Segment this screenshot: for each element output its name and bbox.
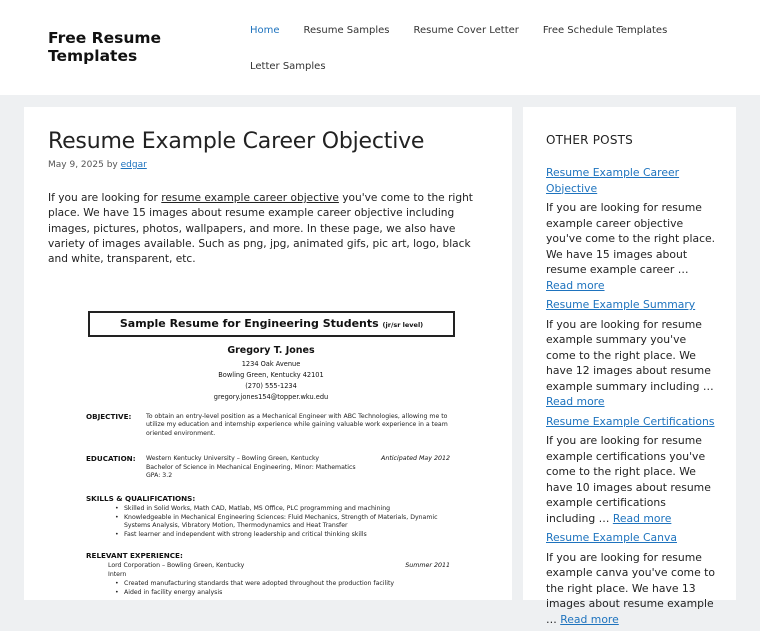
post-link[interactable]: Resume Example Career Objective	[546, 166, 680, 195]
resume-heading-box	[88, 311, 455, 337]
resume-education-label: EDUCATION:	[86, 454, 136, 463]
by-label: by	[106, 160, 118, 170]
post-excerpt-text: If you are looking for resume example certifications you've come to the right place. We have 10 images about resume example certifications including …	[546, 434, 711, 525]
site-header	[0, 0, 760, 95]
resume-heading-level: (jr/sr level)	[382, 321, 424, 329]
resume-heading: Sample Resume for Engineering Students	[119, 317, 379, 330]
nav-item-home[interactable]: Home	[250, 24, 280, 36]
post-link[interactable]: Resume Example Summary	[546, 298, 696, 311]
main-navigation	[238, 13, 668, 83]
post-link[interactable]: Resume Example Certifications	[546, 414, 715, 428]
resume-sample-image[interactable]	[86, 304, 466, 600]
post-excerpt-text: If you are looking for resume example canva you've come to the right place. We have 13 images about resume example …	[546, 550, 715, 626]
resume-email: gregory.jones154@topper.wku.edu	[213, 393, 329, 401]
post-excerpt-text: If you are looking for resume example career objective you've come to the right place. We have 15 images about resume example career …	[546, 201, 716, 276]
nav-item-resume-cover-letter[interactable]: Resume Cover Letter	[413, 24, 519, 36]
resume-skill-item: • Fast learner and independent with strong leadership and critical thinking skills	[124, 531, 459, 539]
resume-phone: (270) 555-1234	[245, 382, 297, 390]
resume-education-degree: Bachelor of Science in Mechanical Engineering, Minor: Mathematics	[146, 463, 356, 471]
resume-address2: Bowling Green, Kentucky 42101	[218, 371, 324, 379]
resume-skills-label: SKILLS & QUALIFICATIONS:	[86, 494, 196, 503]
other-posts-list	[546, 165, 718, 631]
resume-education-anticipated: Anticipated May 2012	[381, 455, 450, 462]
nav-item-resume-samples[interactable]: Resume Samples	[303, 24, 390, 36]
nav-item-free-schedule-templates[interactable]: Free Schedule Templates	[542, 24, 668, 36]
sidebar-heading: OTHER POSTS	[546, 133, 633, 147]
resume-experience-item: • Created manufacturing standards that were adopted throughout the production facility	[124, 580, 459, 588]
resume-address1: 1234 Oak Avenue	[241, 360, 301, 368]
resume-experience-company: Lord Corporation – Bowling Green, Kentucky	[108, 562, 245, 569]
post-excerpt-text: If you are looking for resume example summary you've come to the right place. We have 12 images about resume example summary including …	[546, 317, 714, 393]
author-link[interactable]: edgar	[120, 160, 147, 170]
resume-experience-item: • Aided in facility energy analysis	[124, 589, 459, 597]
resume-experience-role: Intern	[108, 570, 127, 578]
intro-text-before: If you are looking for	[48, 192, 162, 204]
resume-objective-label: OBJECTIVE:	[86, 412, 132, 421]
read-more-link[interactable]: Read more	[612, 511, 672, 525]
article-intro	[48, 191, 493, 267]
resume-education-gpa: GPA: 3.2	[146, 472, 173, 479]
resume-education-school: Western Kentucky University – Bowling Green, Kentucky	[146, 455, 320, 462]
post-excerpt	[546, 317, 718, 410]
resume-objective-text: To obtain an entry-level position as a Mechanical Engineer with ABC Technologies, allowing me to utilize my education and internship experience while gaining valuable work experience in a team oriented environment.	[146, 413, 448, 437]
post-excerpt	[546, 550, 718, 628]
sidebar-other-posts	[523, 107, 736, 626]
read-more-link[interactable]: Read more	[546, 278, 605, 292]
resume-experience-label: RELEVANT EXPERIENCE:	[86, 551, 183, 560]
resume-skill-item: • Knowledgeable in Mechanical Engineering Sciences: Fluid Mechanics, Strength of Materials, Dynamic Systems Analysis, Vibratory Motion, Thermodynamics and Heat Transfer	[124, 514, 459, 531]
post-excerpt	[546, 200, 718, 293]
post-link[interactable]: Resume Example Canva	[546, 531, 677, 544]
intro-text-after: you've come to the right place. We have 15 images about resume example career objective including images, pictures, photos, wallpapers, and more. In these page, we also have variety of images available. Such as png, jpg, animated gifs, pic art, logo, black and white, transparent, etc.	[48, 192, 473, 266]
intro-keyword-link[interactable]: resume example career objective	[161, 192, 339, 204]
article	[24, 107, 512, 600]
resume-experience-date: Summer 2011	[405, 562, 450, 569]
resume-name: Gregory T. Jones	[227, 345, 315, 356]
read-more-link[interactable]: Read more	[546, 395, 605, 408]
site-title[interactable]: Free Resume Templates	[48, 29, 162, 65]
resume-skill-item: • Skilled in Solid Works, Math CAD, Matlab, MS Office, PLC programming and machining	[124, 505, 459, 513]
nav-item-letter-samples[interactable]: Letter Samples	[250, 60, 326, 72]
post-date: May 9, 2025	[48, 160, 104, 170]
article-title: Resume Example Career Objective	[48, 129, 425, 154]
read-more-link[interactable]: Read more	[560, 612, 619, 626]
article-meta	[48, 160, 147, 170]
post-excerpt	[546, 433, 718, 526]
